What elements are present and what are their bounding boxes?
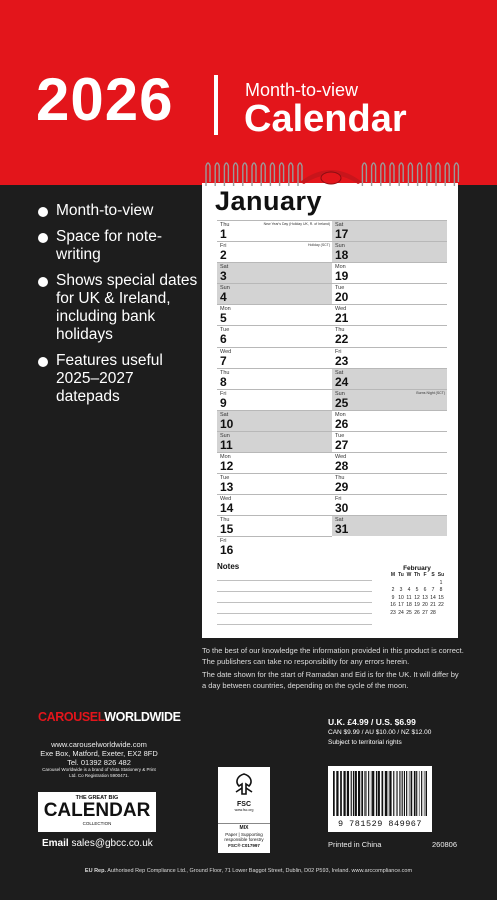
day-cell (217, 347, 332, 368)
day-number: 14 (220, 501, 234, 516)
day-number: 1 (220, 227, 227, 241)
day-column-left (217, 220, 332, 558)
day-cell (332, 220, 447, 241)
day-note: Burns Night (SCT) (416, 390, 445, 395)
notes-line (217, 613, 372, 614)
mini-calendar-date: 7 (431, 587, 435, 593)
notes-label: Notes (217, 562, 240, 571)
price-info (328, 716, 431, 748)
calendar-pad (202, 183, 458, 638)
day-name: Wed (335, 454, 347, 461)
day-number: 23 (335, 353, 349, 368)
eu-rep: EU Rep. Authorised Rep Compliance Ltd., Ground Floor, 71 Lower Baggot Street, Dublin, D02 P593, Ireland. www.arccompliance.com (84, 868, 413, 874)
day-number: 30 (335, 501, 349, 516)
day-cell (217, 410, 332, 431)
mini-calendar-date (421, 580, 429, 588)
day-cell (332, 368, 447, 389)
great-big-calendar-logo: THE GREAT BIG CALENDAR COLLECTION (38, 792, 156, 832)
mini-calendar-date: 25 (406, 609, 412, 616)
feature-item: Shows special dates for UK & Ireland, including bank holidays (36, 272, 201, 344)
mini-calendar-date: 22 (438, 602, 444, 608)
day-name: Thu (335, 475, 345, 482)
day-name: Thu (220, 517, 230, 524)
mini-calendar-date: 1 (439, 579, 443, 586)
day-name: Sun (220, 432, 230, 439)
mini-calendar-date: 28 (430, 609, 436, 616)
mini-calendar-date: 18 (406, 602, 412, 608)
day-cell (332, 241, 447, 262)
carousel-logo: CAROUSELWORLDWIDE (38, 710, 181, 724)
mini-calendar-body (389, 580, 445, 618)
mini-calendar-week (389, 580, 445, 588)
day-name: Mon (220, 454, 231, 461)
barcode-icon (333, 771, 427, 816)
mini-calendar-weekday: Th (413, 572, 421, 578)
day-name: Fri (335, 496, 342, 503)
day-cell (217, 473, 332, 494)
mini-calendar-date: 11 (406, 594, 412, 601)
day-name: Fri (335, 348, 342, 355)
day-cell (332, 283, 447, 304)
mini-calendar-date: 14 (430, 594, 436, 601)
price-main: U.K. £4.99 / U.S. $6.99 (328, 717, 416, 727)
notes-line (217, 580, 372, 581)
notes-line (217, 624, 372, 625)
feature-item: Features useful 2025–2027 datepads (36, 352, 201, 406)
day-name: Thu (335, 327, 345, 334)
mini-calendar-date: 24 (398, 609, 404, 616)
day-name: Tue (335, 432, 345, 439)
pad-month-title: January (215, 186, 323, 216)
spiral-binding-icon (200, 160, 462, 190)
contact-email: Email sales@gbcc.co.uk (42, 838, 153, 849)
day-name: Sat (335, 369, 344, 376)
day-number: 6 (220, 332, 227, 347)
fsc-logo: FSC www.fsc.org (218, 767, 270, 823)
tree-icon (231, 772, 257, 796)
disclaimer-text: To the best of our knowledge the information provided in this product is correct. The publishers can take no responsibility for any errors herein. (202, 646, 464, 666)
day-cell (217, 241, 332, 262)
day-cell (217, 283, 332, 304)
day-name: Sat (220, 411, 229, 418)
day-number: 11 (220, 437, 233, 452)
day-name: Mon (335, 264, 346, 271)
day-number: 25 (335, 395, 349, 410)
mini-calendar-date: 26 (414, 609, 420, 616)
mini-calendar-date: 23 (390, 609, 396, 616)
bullet-icon (38, 233, 48, 243)
bullet-icon (38, 277, 48, 287)
day-cell (332, 431, 447, 452)
day-number: 17 (335, 227, 349, 241)
day-cell (217, 389, 332, 410)
publisher-website: www.carouselworldwide.com (51, 740, 147, 749)
mini-calendar-date (397, 580, 405, 588)
bullet-icon (38, 357, 48, 367)
day-name: Wed (335, 306, 347, 313)
header-banner (0, 0, 497, 185)
mini-calendar-date: 9 (391, 594, 395, 601)
day-name: Mon (335, 411, 346, 418)
day-cell (332, 410, 447, 431)
day-name: Sun (220, 285, 230, 292)
feature-item: Month-to-view (36, 202, 201, 220)
header-product: Calendar (244, 98, 407, 140)
price-subject: Subject to territorial rights (328, 739, 402, 746)
day-name: Sat (335, 517, 344, 524)
header-divider (214, 75, 218, 135)
mini-calendar-date: 13 (422, 594, 428, 601)
day-cell (217, 452, 332, 473)
day-cell (217, 325, 332, 346)
day-number: 4 (220, 290, 227, 305)
mini-calendar-week (389, 587, 445, 595)
feature-list (36, 202, 201, 414)
day-name: Fri (220, 243, 227, 250)
mini-calendar-date: 4 (407, 587, 411, 593)
publisher-info (38, 740, 160, 778)
mini-calendar-week (389, 595, 445, 603)
day-name: Wed (220, 348, 232, 355)
day-number: 28 (335, 459, 349, 474)
day-number: 12 (220, 459, 234, 474)
day-cell (217, 515, 332, 536)
notes-line (217, 602, 372, 603)
day-number: 2 (220, 248, 227, 263)
mini-calendar-date: 5 (415, 587, 419, 593)
day-name: Mon (220, 306, 231, 313)
day-cell (332, 515, 447, 536)
day-name: Tue (335, 285, 345, 292)
fsc-mix-label: MIX Paper | Supporting responsible forestry FSC® C017997 (218, 823, 270, 853)
mini-calendar-date: 12 (414, 594, 420, 601)
mini-calendar (389, 565, 445, 617)
mini-calendar-date: 19 (414, 602, 420, 608)
day-number: 29 (335, 480, 349, 495)
day-cell (332, 347, 447, 368)
mini-calendar-date: 17 (398, 602, 404, 608)
mini-calendar-date: 21 (430, 602, 436, 608)
publisher-phone: Tel. 01392 826 482 (67, 758, 131, 767)
day-cell (332, 325, 447, 346)
year-title: 2026 (36, 66, 174, 133)
bullet-icon (38, 207, 48, 217)
day-name: Sun (335, 243, 345, 250)
mini-calendar-date: 15 (438, 594, 444, 601)
mini-calendar-date: 8 (439, 587, 443, 593)
publisher-address: Exe Box, Matford, Exeter, EX2 8FD (40, 749, 158, 758)
feature-item: Space for note-writing (36, 228, 201, 264)
mini-calendar-date (405, 580, 413, 588)
mini-calendar-date (389, 580, 397, 588)
day-number: 3 (220, 269, 227, 284)
barcode-number: 9 781529 849967 (337, 819, 422, 829)
mini-calendar-header (389, 572, 445, 580)
mini-calendar-week (389, 610, 445, 618)
day-number: 9 (220, 395, 227, 410)
mini-calendar-date (429, 580, 437, 588)
price-other: CAN $9.99 / AU $10.00 / NZ $12.00 (328, 729, 432, 736)
mini-calendar-date: 3 (399, 587, 403, 593)
disclaimer-text: The date shown for the start of Ramadan and Eid is for the UK. It will differ by a day between countries, depending on the cycle of the moon. (202, 670, 459, 690)
day-cell (332, 452, 447, 473)
product-code: 260806 (432, 840, 458, 849)
day-cell (217, 431, 332, 452)
mini-calendar-week (389, 602, 445, 610)
day-number: 16 (220, 543, 234, 558)
day-number: 18 (335, 248, 349, 263)
mini-calendar-date: 27 (422, 609, 428, 616)
day-number: 22 (335, 332, 349, 347)
day-cell (217, 368, 332, 389)
day-cell (217, 220, 332, 241)
day-column-right (332, 220, 447, 536)
printed-in: Printed in China (328, 840, 382, 849)
day-name: Sat (335, 222, 344, 228)
mini-calendar-date: 2 (391, 587, 395, 593)
header-subtitle: Month-to-view (245, 80, 359, 100)
day-name: Tue (220, 327, 230, 334)
day-number: 13 (220, 480, 234, 495)
day-cell (217, 536, 332, 557)
notes-line (217, 591, 372, 592)
day-name: Thu (220, 369, 230, 376)
barcode (328, 766, 432, 832)
day-cell (332, 473, 447, 494)
day-cell (217, 262, 332, 283)
day-cell (217, 304, 332, 325)
day-number: 20 (335, 290, 349, 305)
day-cell (332, 389, 447, 410)
day-number: 15 (220, 522, 234, 537)
mini-calendar-date: 20 (422, 602, 428, 608)
day-number: 5 (220, 311, 227, 326)
day-cell (332, 304, 447, 325)
day-number: 7 (220, 353, 227, 368)
publisher-note: Carousel Worldwide is a brand of Vista Stationery & Print Ltd. Co Registration 5900471. (42, 767, 156, 778)
day-cell (217, 494, 332, 515)
day-cell (332, 494, 447, 515)
day-name: Thu (220, 222, 230, 228)
mini-calendar-date (437, 610, 445, 618)
day-cell (332, 262, 447, 283)
day-name: Sun (335, 390, 345, 397)
day-note: Holiday (SCT) (308, 243, 330, 248)
mini-calendar-weekday: Su (437, 572, 445, 578)
mini-calendar-weekday: S (431, 572, 435, 578)
day-number: 19 (335, 269, 349, 284)
day-number: 21 (335, 311, 349, 326)
day-note: New Year's Day (Holiday UK, R. of Ireland) (263, 222, 330, 226)
mini-calendar-date: 10 (398, 594, 404, 601)
mini-calendar-weekday: W (406, 572, 412, 578)
day-number: 31 (335, 522, 349, 537)
day-name: Tue (220, 475, 230, 482)
day-name: Fri (220, 538, 227, 545)
day-name: Wed (220, 496, 232, 503)
mini-calendar-title: February (403, 565, 431, 572)
disclaimer (202, 646, 464, 694)
day-name: Fri (220, 390, 227, 397)
day-number: 8 (220, 374, 227, 389)
day-number: 26 (335, 416, 349, 431)
day-number: 24 (335, 374, 349, 389)
mini-calendar-weekday: F (423, 572, 427, 578)
mini-calendar-date: 16 (390, 602, 396, 608)
mini-calendar-weekday: Tu (398, 572, 404, 578)
mini-calendar-date: 6 (423, 587, 427, 593)
day-number: 27 (335, 437, 349, 452)
mini-calendar-date (413, 580, 421, 588)
day-number: 10 (220, 416, 234, 431)
day-name: Sat (220, 264, 229, 271)
mini-calendar-weekday: M (390, 572, 396, 578)
